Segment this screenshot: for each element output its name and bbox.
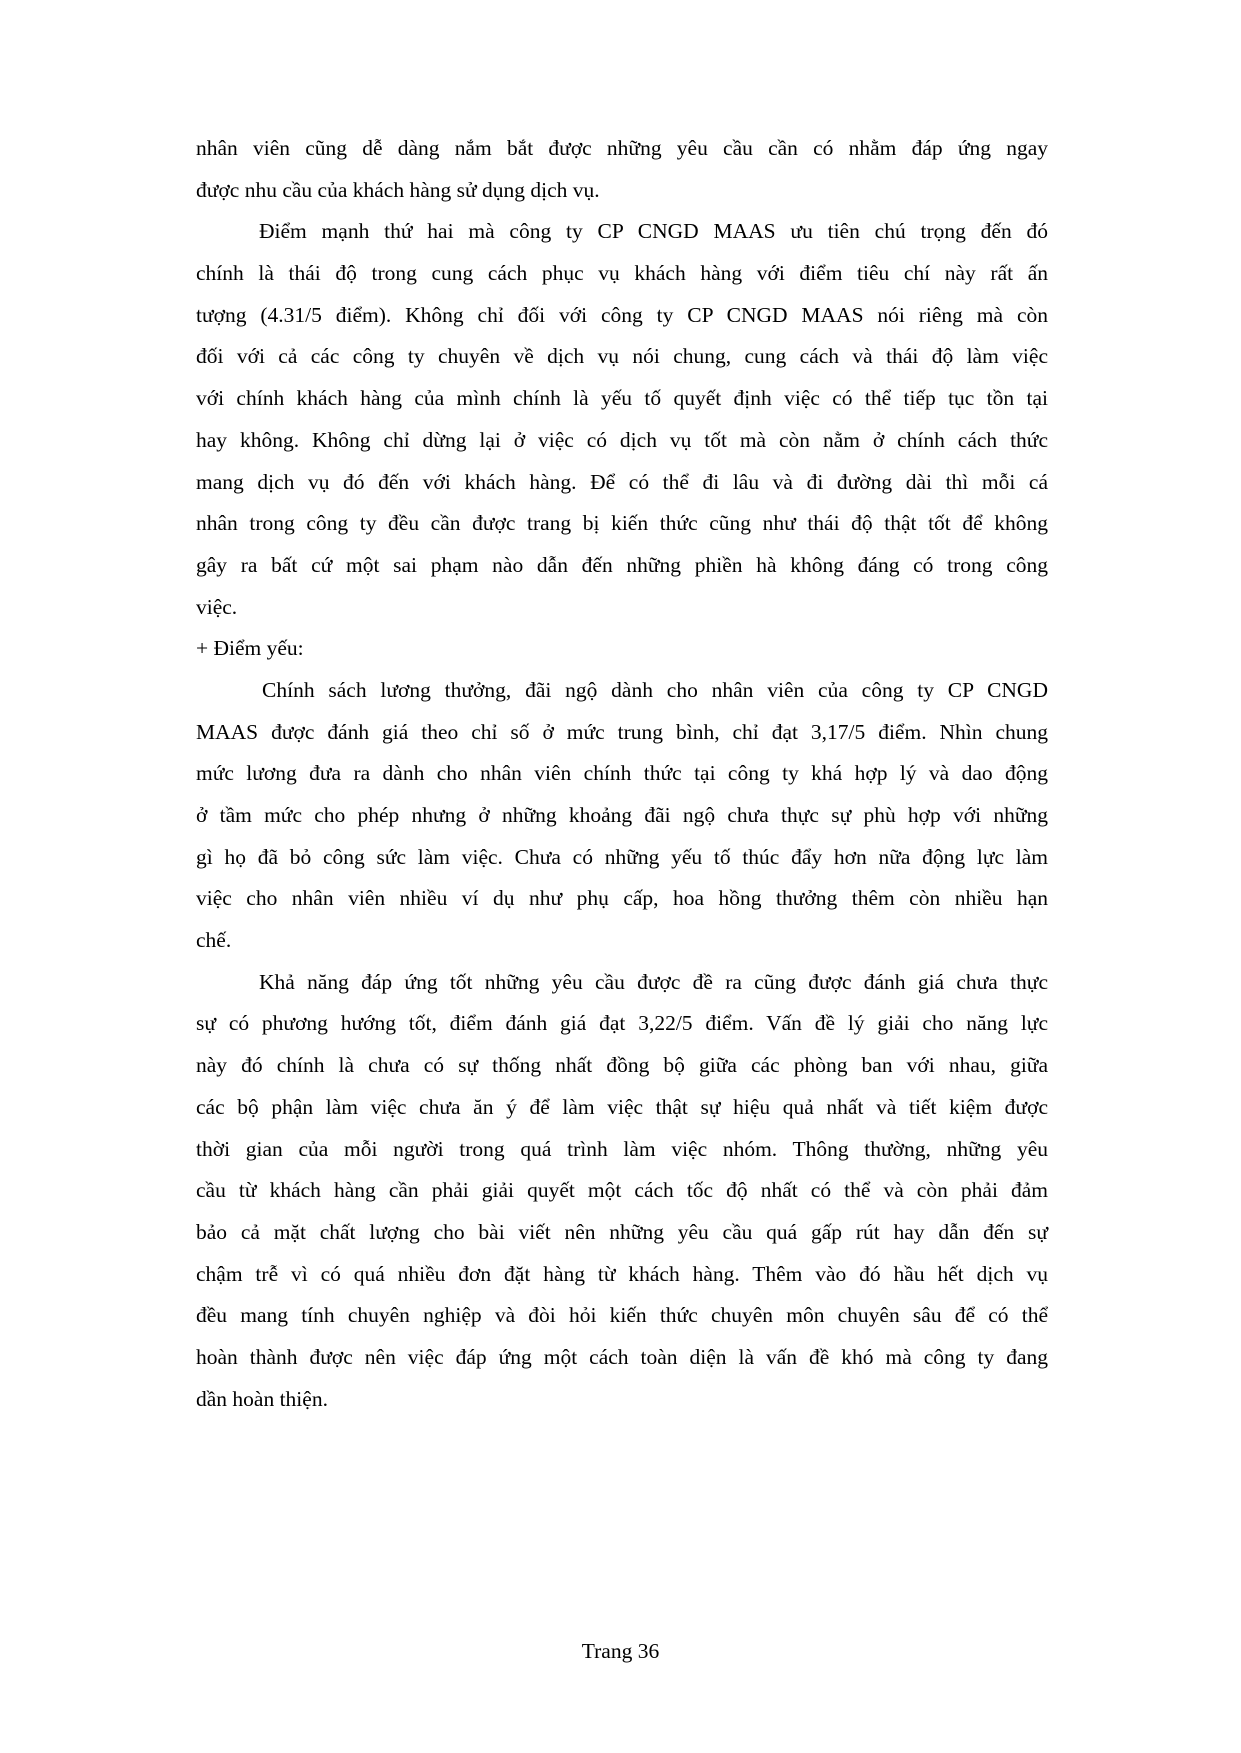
text-line: được nhu cầu của khách hàng sử dụng dịch vụ. [196,177,600,202]
paragraph-continuation [196,128,1048,211]
text-line: với chính khách hàng của mình chính là yếu tố quyết định việc có thể tiếp tục tồn tại [196,386,1048,411]
text-line: đối với cả các công ty chuyên về dịch vụ nói chung, cung cách và thái độ làm việc [196,344,1048,369]
text-line: chính là thái độ trong cung cách phục vụ khách hàng với điểm tiêu chí này rất ấn [196,261,1048,286]
text-line: cầu từ khách hàng cần phải giải quyết một cách tốc độ nhất có thể và còn phải đảm [196,1178,1048,1203]
text-line: chế. [196,928,232,953]
paragraph-weakness-responsiveness [196,962,1048,1421]
text-line: Khả năng đáp ứng tốt những yêu cầu được đề ra cũng được đánh giá chưa thực [259,969,1048,994]
text-line: gây ra bất cứ một sai phạm nào dẫn đến những phiền hà không đáng có trong công [196,552,1048,577]
text-line: việc cho nhân viên nhiều ví dụ như phụ cấp, hoa hồng thưởng thêm còn nhiều hạn [196,886,1048,911]
text-line: hay không. Không chỉ dừng lại ở việc có dịch vụ tốt mà còn nằm ở chính cách thức [196,427,1048,452]
text-line: MAAS được đánh giá theo chỉ số ở mức trung bình, chỉ đạt 3,17/5 điểm. Nhìn chung [196,719,1048,744]
text-line: hoàn thành được nên việc đáp ứng một cách toàn diện là vấn đề khó mà công ty đang [196,1344,1048,1369]
document-page [196,128,1048,1420]
text-line: chậm trễ vì có quá nhiều đơn đặt hàng từ khách hàng. Thêm vào đó hầu hết dịch vụ [196,1261,1048,1286]
text-line: Chính sách lương thưởng, đãi ngộ dành cho nhân viên của công ty CP CNGD [262,677,1048,702]
text-line: thời gian của mỗi người trong quá trình làm việc nhóm. Thông thường, những yêu [196,1136,1048,1161]
text-line: đều mang tính chuyên nghiệp và đòi hỏi kiến thức chuyên môn chuyên sâu để có thể [196,1303,1048,1328]
text-line: việc. [196,594,238,619]
text-line: tượng (4.31/5 điểm). Không chỉ đối với công ty CP CNGD MAAS nói riêng mà còn [196,302,1048,327]
text-line: Điểm mạnh thứ hai mà công ty CP CNGD MAAS ưu tiên chú trọng đến đó [259,219,1048,244]
text-line: nhân viên cũng dễ dàng nắm bắt được những yêu cầu cần có nhằm đáp ứng ngay [196,136,1048,160]
paragraph-weakness-salary [196,670,1048,962]
text-line: này đó chính là chưa có sự thống nhất đồng bộ giữa các phòng ban với nhau, giữa [196,1053,1048,1078]
text-line: nhân trong công ty đều cần được trang bị kiến thức cũng như thái độ thật tốt để không [196,511,1048,536]
text-line: ở tầm mức cho phép nhưng ở những khoảng đãi ngộ chưa thực sự phù hợp với những [196,803,1048,827]
page-number: Trang 36 [581,1639,660,1663]
text-line: gì họ đã bỏ công sức làm việc. Chưa có những yếu tố thúc đẩy hơn nữa động lực làm [196,844,1048,869]
text-line: sự có phương hướng tốt, điểm đánh giá đạt 3,22/5 điểm. Vấn đề lý giải cho năng lực [196,1011,1048,1036]
text-line: dần hoàn thiện. [196,1386,328,1411]
text-line: các bộ phận làm việc chưa ăn ý để làm việc thật sự hiệu quả nhất và tiết kiệm được [196,1094,1048,1119]
paragraph-strength-attitude [196,211,1048,628]
section-heading-weakness [196,628,1048,670]
heading-text: + Điểm yếu: [196,636,304,661]
text-line: bảo cả mặt chất lượng cho bài viết nên những yêu cầu quá gấp rút hay dẫn đến sự [196,1219,1048,1244]
text-line: mang dịch vụ đó đến với khách hàng. Để có thể đi lâu và đi đường dài thì mỗi cá [196,469,1048,494]
text-line: mức lương đưa ra dành cho nhân viên chính thức tại công ty khá hợp lý và dao động [196,761,1048,786]
